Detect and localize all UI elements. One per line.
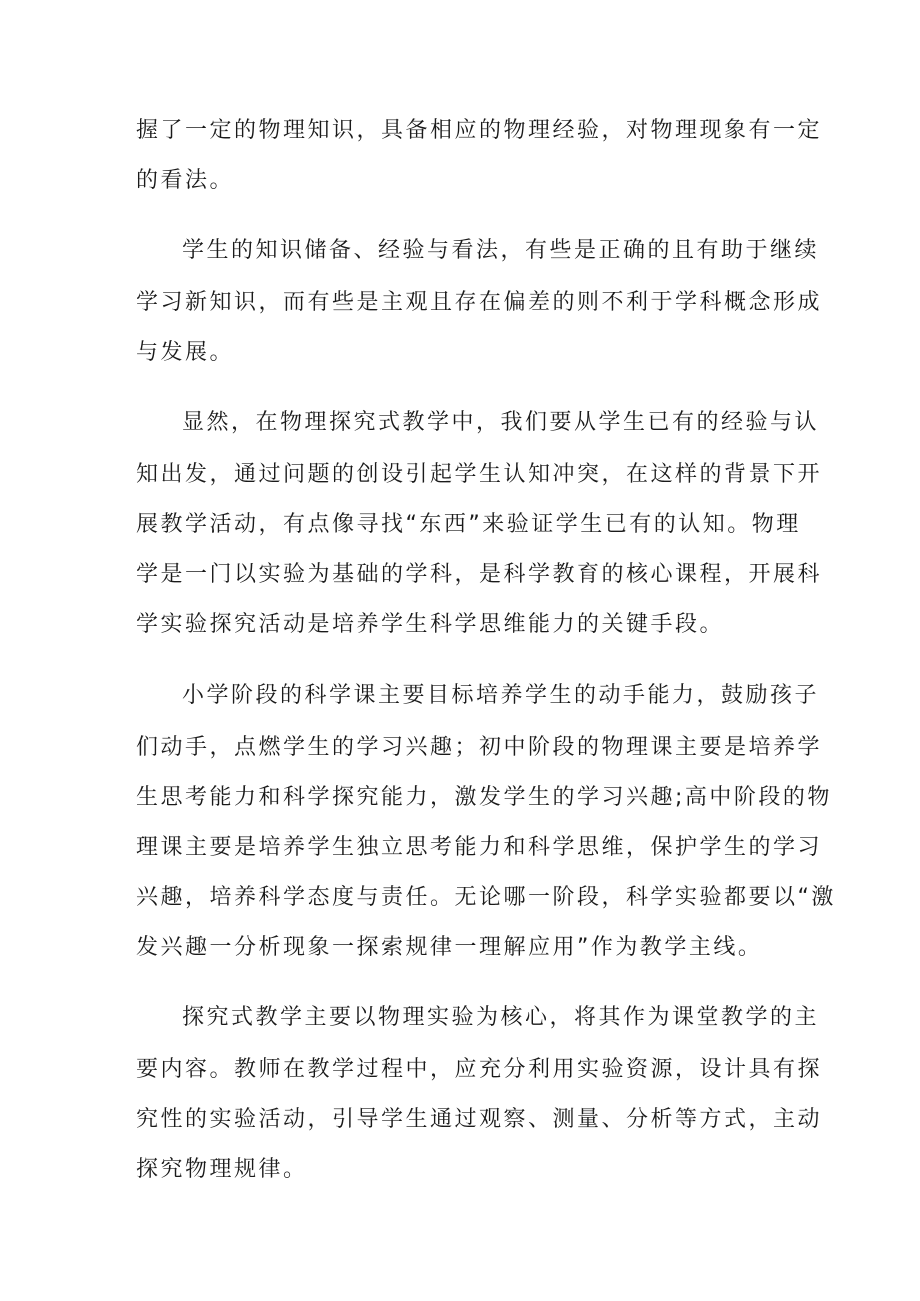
paragraph-4-line-4: 理课主要是培养学生独立思考能力和科学思维，保护学生的学习 (136, 835, 823, 860)
paragraph-4-line-2: 们动手，点燃学生的学习兴趣；初中阶段的物理课主要是培养学 (136, 735, 823, 760)
paragraph-3-line-3: 展教学活动，有点像寻找“东西”来验证学生已有的认知。物理 (136, 512, 801, 537)
paragraph-1-line-2: 的看法。 (136, 168, 235, 193)
paragraph-4-line-5: 兴趣，培养科学态度与责任。无论哪一阶段，科学实验都要以“激 (136, 885, 836, 910)
paragraph-4-line-1: 小学阶段的科学课主要目标培养学生的动手能力，鼓励孩子 (182, 683, 820, 708)
paragraph-5-line-3: 究性的实验活动，引导学生通过观察、测量、分析等方式，主动 (136, 1107, 823, 1132)
paragraph-2-line-1: 学生的知识储备、经验与看法，有些是正确的且有助于继续 (182, 238, 820, 263)
paragraph-3-line-4: 学是一门以实验为基础的学科，是科学教育的核心课程，开展科 (136, 562, 823, 587)
paragraph-4-line-6: 发兴趣一分析现象一探索规律一理解应用”作为教学主线。 (136, 935, 763, 960)
paragraph-3-line-1: 显然，在物理探究式教学中，我们要从学生已有的经验与认 (182, 410, 820, 435)
paragraph-5-line-2: 要内容。教师在教学过程中，应充分利用实验资源，设计具有探 (136, 1057, 823, 1082)
paragraph-3-line-2: 知出发，通过问题的创设引起学生认知冲突，在这样的背景下开 (136, 462, 823, 487)
paragraph-5-line-1: 探究式教学主要以物理实验为核心，将其作为课堂教学的主 (182, 1005, 820, 1030)
paragraph-3-line-5: 学实验探究活动是培养学生科学思维能力的关键手段。 (136, 612, 725, 637)
paragraph-1-line-1: 握了一定的物理知识，具备相应的物理经验，对物理现象有一定 (136, 118, 823, 143)
paragraph-2-line-3: 与发展。 (136, 340, 235, 365)
paragraph-2-line-2: 学习新知识，而有些是主观且存在偏差的则不利于学科概念形成 (136, 290, 823, 315)
paragraph-5-line-4: 探究物理规律。 (136, 1157, 308, 1182)
paragraph-4-line-3: 生思考能力和科学探究能力，激发学生的学习兴趣;高中阶段的物 (136, 785, 832, 810)
